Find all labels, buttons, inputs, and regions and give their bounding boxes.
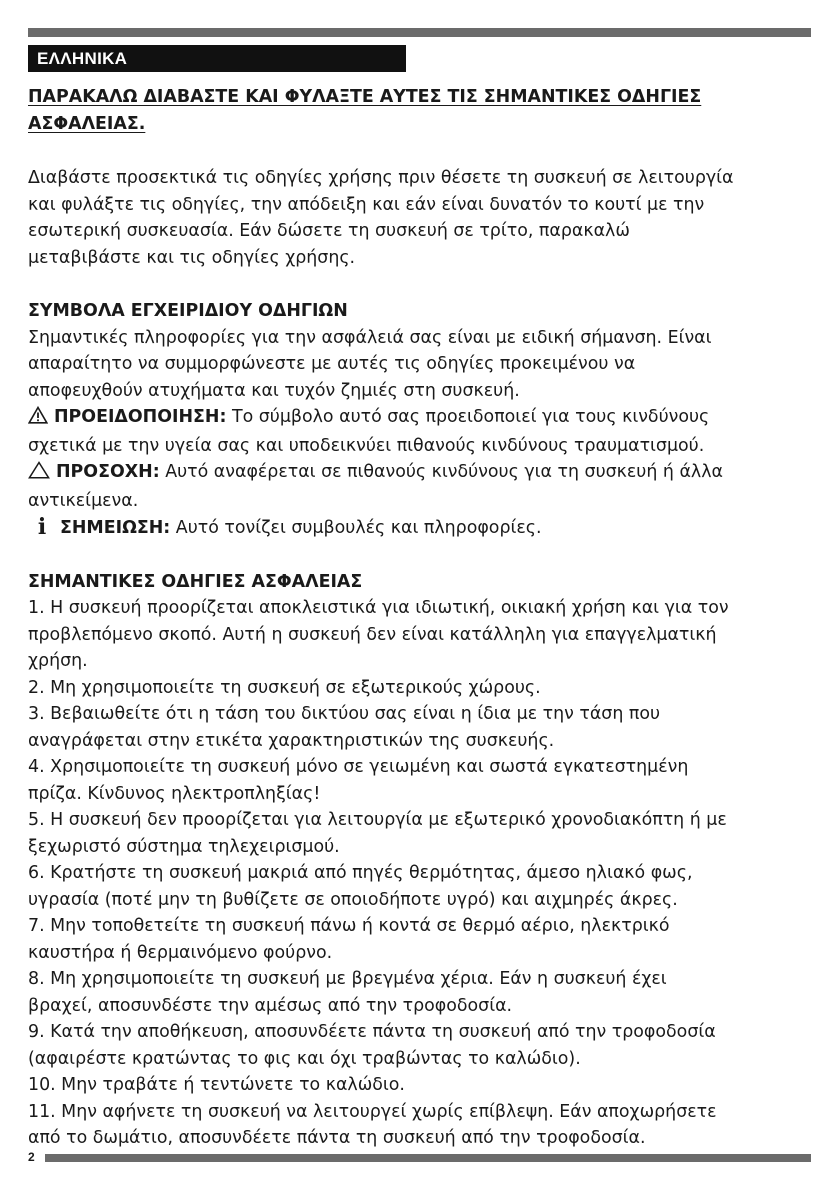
safety-line: προβλεπόμενο σκοπό. Αυτή η συσκευή δεν είναι κατάλληλη για επαγγελματική xyxy=(28,624,717,645)
safety-heading: ΣΗΜΑΝΤΙΚΕΣ ΟΔΗΓΙΕΣ ΑΣΦΑΛΕΙΑΣ xyxy=(28,571,363,592)
symbols-section xyxy=(28,298,813,542)
symbols-intro-line: απαραίτητο να συμμορφώνεστε με αυτές τις οδηγίες προκειμένου να xyxy=(28,354,636,374)
intro-line: εσωτερική συσκευασία. Εάν δώσετε τη συσκευή σε τρίτο, παρακαλώ xyxy=(28,221,630,241)
intro-line: και φυλάξτε τις οδηγίες, την απόδειξη και εάν είναι δυνατόν το κουτί με την xyxy=(28,194,705,215)
safety-line: 3. Βεβαιωθείτε ότι η τάση του δικτύου σας είναι η ίδια με την τάση που xyxy=(28,704,661,724)
caution-keyword: ΠΡΟΣΟΧΗ: xyxy=(56,462,160,482)
safety-line: καυστήρα ή θερμαινόμενο φούρνο. xyxy=(28,942,333,963)
safety-line: 9. Κατά την αποθήκευση, αποσυνδέετε πάντα τη συσκευή από την τροφοδοσία xyxy=(28,1022,716,1042)
safety-line: πρίζα. Κίνδυνος ηλεκτροπληξίας! xyxy=(28,783,321,804)
page-title-line-2: ΑΣΦΑΛΕΙΑΣ. xyxy=(28,113,146,134)
note-keyword: ΣΗΜΕΙΩΣΗ: xyxy=(60,518,171,538)
safety-line: 5. Η συσκευή δεν προορίζεται για λειτουργία με εξωτερικό χρονοδιακόπτη ή με xyxy=(28,810,727,830)
intro-paragraph xyxy=(28,165,813,271)
safety-line: ξεχωριστό σύστημα τηλεχειρισμού. xyxy=(28,836,340,857)
note-line xyxy=(28,514,813,542)
page-footer xyxy=(28,1152,813,1164)
symbols-intro-line: αποφευχθούν ατυχήματα και τυχόν ζημιές στη συσκευή. xyxy=(28,380,520,401)
safety-line: 2. Μη χρησιμοποιείτε τη συσκευή σε εξωτερικούς χώρους. xyxy=(28,677,541,698)
warning-text-continued: σχετικά με την υγεία σας και υποδεικνύει πιθανούς κινδύνους τραυματισμού. xyxy=(28,435,705,456)
caution-text-continued: αντικείμενα. xyxy=(28,490,139,511)
caution-triangle-icon xyxy=(28,461,50,488)
info-icon: i xyxy=(37,514,47,540)
symbols-intro-line: Σημαντικές πληροφορίες για την ασφάλειά σας είναι με ειδική σήμανση. Είναι xyxy=(28,327,712,348)
warning-text: Το σύμβολο αυτό σας προειδοποιεί για τους κινδύνους xyxy=(226,407,710,427)
safety-line: 10. Μην τραβάτε ή τεντώνετε το καλώδιο. xyxy=(28,1075,405,1095)
safety-line: 6. Κρατήστε τη συσκευή μακριά από πηγές θερμότητας, άμεσο ηλιακό φως, xyxy=(28,863,693,883)
safety-line: από το δωμάτιο, αποσυνδέετε πάντα τη συσκευή από την τροφοδοσία. xyxy=(28,1128,646,1148)
caution-text: Αυτό αναφέρεται σε πιθανούς κινδύνους για τη συσκευή ή άλλα xyxy=(159,462,723,482)
page-title xyxy=(28,84,813,137)
page-title-line-1: ΠΑΡΑΚΑΛΩ ΔΙΑΒΑΣΤΕ ΚΑΙ ΦΥΛΑΞΤΕ ΑΥΤΕΣ ΤΙΣ ΣΗΜΑΝΤΙΚΕΣ ΟΔΗΓΙΕΣ xyxy=(28,87,702,107)
symbols-heading: ΣΥΜΒΟΛΑ ΕΓΧΕΙΡΙΔΙΟΥ ΟΔΗΓΙΩΝ xyxy=(28,301,348,321)
page-number: 2 xyxy=(28,1150,35,1164)
warning-keyword: ΠΡΟΕΙΔΟΠΟΙΗΣΗ: xyxy=(54,407,227,427)
caution-line xyxy=(28,459,813,488)
safety-line: 8. Μη χρησιμοποιείτε τη συσκευή με βρεγμένα χέρια. Εάν η συσκευή έχει xyxy=(28,969,667,989)
safety-line: (αφαιρέστε κρατώντας το φις και όχι τραβώντας το καλώδιο). xyxy=(28,1048,581,1069)
warning-triangle-icon xyxy=(28,406,48,433)
safety-line: αναγράφεται στην ετικέτα χαρακτηριστικών της συσκευής. xyxy=(28,730,555,751)
intro-line: Διαβάστε προσεκτικά τις οδηγίες χρήσης πριν θέσετε τη συσκευή σε λειτουργία xyxy=(28,168,734,188)
safety-line: 1. Η συσκευή προορίζεται αποκλειστικά για ιδιωτική, οικιακή χρήση και για τον xyxy=(28,598,729,618)
safety-line: υγρασία (ποτέ μην τη βυθίζετε σε οποιοδήποτε υγρό) και αιχμηρές άκρες. xyxy=(28,889,678,910)
top-divider-bar xyxy=(28,28,811,37)
safety-section xyxy=(28,569,813,1152)
safety-line: χρήση. xyxy=(28,651,88,671)
document-body xyxy=(28,84,813,1152)
language-label: ΕΛΛΗΝΙΚΑ xyxy=(28,45,406,72)
safety-line: 7. Μην τοποθετείτε τη συσκευή πάνω ή κοντά σε θερμό αέριο, ηλεκτρικό xyxy=(28,916,670,936)
intro-line: μεταβιβάστε και τις οδηγίες χρήσης. xyxy=(28,247,356,268)
safety-line: 4. Χρησιμοποιείτε τη συσκευή μόνο σε γειωμένη και σωστά εγκατεστημένη xyxy=(28,757,689,777)
safety-line: 11. Μην αφήνετε τη συσκευή να λειτουργεί χωρίς επίβλεψη. Εάν αποχωρήσετε xyxy=(28,1101,717,1122)
safety-line: βραχεί, αποσυνδέστε την αμέσως από την τροφοδοσία. xyxy=(28,995,513,1016)
bottom-divider-bar xyxy=(45,1154,811,1162)
note-text: Αυτό τονίζει συμβουλές και πληροφορίες. xyxy=(170,518,542,538)
warning-line xyxy=(28,404,813,433)
